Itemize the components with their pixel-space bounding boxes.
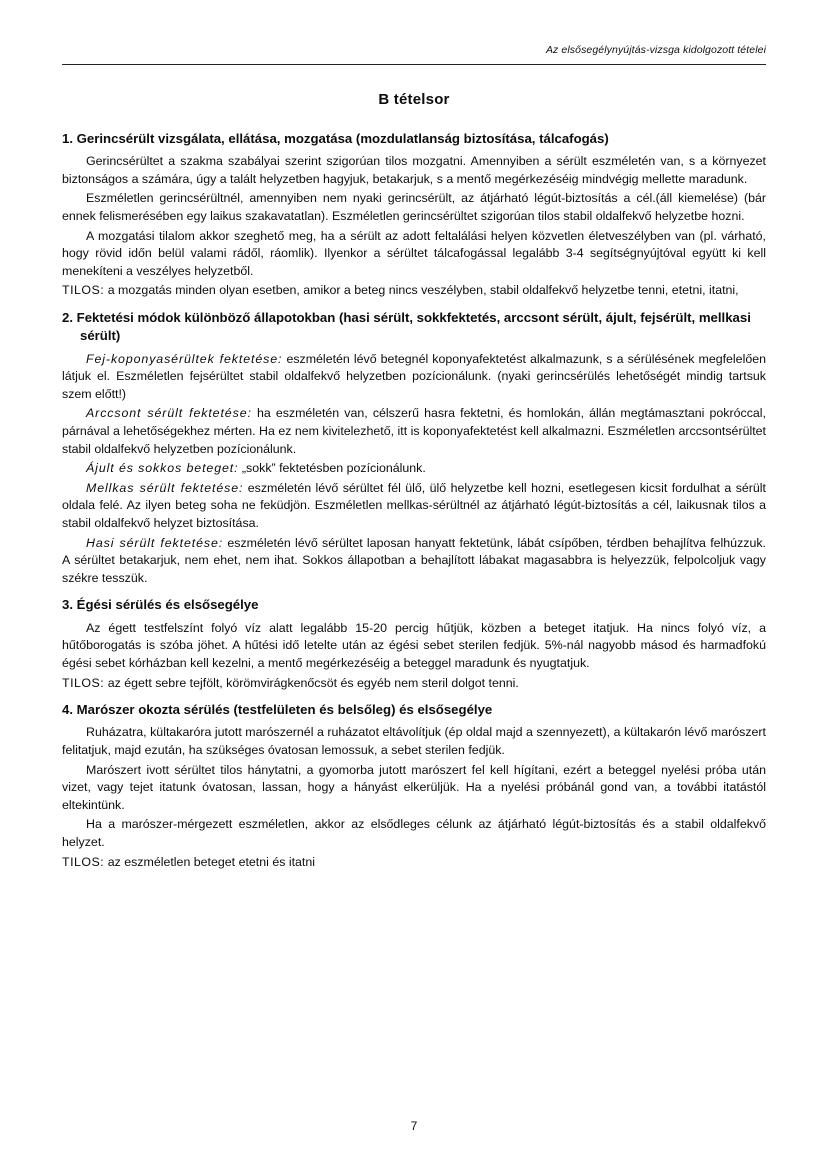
paragraph [62,675,766,693]
section-heading: 2. Fektetési módok különböző állapotokban (hasi sérült, sokkfektetés, arccsont sérült, ájult, fejsérült, mellkasi sérült) [62,310,751,344]
paragraph [62,724,766,759]
section-heading: 3. Égési sérülés és elsősegélye [62,597,259,613]
paragraph [62,480,766,533]
header-divider [62,64,766,65]
paragraph [62,190,766,225]
paragraph-text: Ha a marószer-mérgezett eszméletlen, akkor az elsődleges célunk az átjárható légút-biztosítás és a stabil oldalfekvő helyzet. [62,817,766,849]
paragraph-text: az eszméletlen beteget etetni és itatni [104,854,316,869]
paragraph-text: Eszméletlen gerincsérültnél, amennyiben nem nyaki gerincsérült, az átjárható légút-biztosítás a cél.(áll kiemelése) (bár ennek felismerésében egy laikus szakavatatlan). Eszméletlen gerincsérültet szigorúan tilos stabil oldalfekvő helyzetbe hozni. [62,191,766,224]
prohibition-label: TILOS: [62,854,105,869]
paragraph-text: Ruházatra, kültakaróra jutott marószernél a ruházatot eltávolítjuk (ép oldal majd a szennyezett), a kültakarón lévő marószert felitatjuk, majd ezután, ha szükséges óvatosan lemossuk, a sebet sterilen fedjük. [62,725,766,757]
document-section [62,701,766,871]
paragraph [62,405,766,458]
paragraph-text: eszméletén lévő betegnél koponyafektetést alkalmazunk, s a sérülésének megfelelően látjuk el. Eszméletlen fejsérültet stabil oldalfekvő helyzetben pozícionálunk. (nyaki gerincsérülés lehetőségét mindig tartsuk szem előtt!) [62,351,766,401]
paragraph [62,228,766,281]
paragraph [62,620,766,673]
prohibition-label: TILOS: [62,283,105,298]
paragraph-text: ha eszméletén van, célszerű hasra fektetni, és homlokán, állán megtámasztani pokróccal, párnával a lehetőségekhez mérten. Ha ez nem kivitelezhető, itt is koponyafektetést kell alkalmazni. Eszméletlen arccsontsérültet stabil oldalfekvő helyzetben pozícionálunk. [62,406,766,456]
section-heading: 1. Gerincsérült vizsgálata, ellátása, mozgatása (mozdulatlanság biztosítása, tálcafogás) [62,131,609,146]
running-header: Az elsősegélynyújtás-vizsga kidolgozott tételei [545,44,766,56]
page-title: B tételsor [378,91,450,108]
paragraph-text: eszméletén lévő sérültet laposan hanyatt fektetünk, lábát csípőben, térdben behajlítva felhúzzuk. A sérültet betakarjuk, nem ehet, nem ihat. Sokkos állapotban a behajlított lábakat magasabbra is helyezzük, felpolcoljuk vagy székre tesszük. [62,535,766,585]
paragraph-text: Marószert ivott sérültet tilos hánytatni, a gyomorba jutott marószert fel kell hígítani, ezért a beteggel nyelési próba után vizet, vagy tejet itatunk óvatosan, lassan, hogy a hányást elkerüljük. Ha a nyelési próbánál gond van, a további itatástól eltekintünk. [62,762,766,812]
paragraph [62,535,766,588]
paragraph [62,762,766,815]
paragraph [62,854,766,872]
page-number: 7 [410,1119,418,1133]
paragraph-text: Az égett testfelszínt folyó víz alatt legalább 15-20 percig hűtjük, közben a beteget itatjuk. Ha nincs folyó víz, a hűtőborogatás is szóba jöhet. A hűtési idő letelte után az égési sebet sterilen fedjük. 5%-nál nagyobb másod és harmadfokú égési sebet kórházban kell kezelni, a mentő megérkezéséig a beteggel maradunk és nyugtatjuk. [62,620,766,670]
paragraph-text: Gerincsérültet a szakma szabályai szerint szigorúan tilos mozgatni. Amennyiben a sérült eszméletén van, s a környezet biztonságos a számára, úgy a talált helyzetben hagyjuk, betakarjuk, s a mentő megérkezéséig mindvégig mellette maradunk. [62,154,766,186]
paragraph [62,282,766,300]
document-section [62,130,766,300]
term-label: Ájult és sokkos beteget: [86,461,239,476]
paragraph-text: eszméletén lévő sérültet fél ülő, ülő helyzetbe kell hozni, esetlegesen kicsit fordulhat a sérült oldala felé. Az ilyen beteg soha ne feküdjön. Eszméletlen mellkas-sérültnél az átjárható légút-biztosítás a cél, laikusnak tilos a stabil oldalfekvő helyzet biztosítása. [62,480,766,531]
term-label: Hasi sérült fektetése: [86,535,224,550]
paragraph-text: a mozgatás minden olyan esetben, amikor a beteg nincs veszélyben, stabil oldalfekvő helyzetbe tenni, etetni, itatni, [104,283,739,298]
term-label: Arccsont sérült fektetése: [86,406,252,421]
paragraph-text: az égett sebre tejfölt, körömvirágkenőcsöt és egyéb nem steril dolgot tenni. [104,675,519,690]
paragraph [62,351,766,404]
document-section [62,596,766,692]
document-content [62,130,766,871]
paragraph [62,816,766,851]
section-heading: 4. Marószer okozta sérülés (testfelületen és belsőleg) és elsősegélye [62,702,493,718]
paragraph [62,153,766,188]
document-section [62,309,766,587]
paragraph [62,460,766,478]
prohibition-label: TILOS: [62,675,105,690]
paragraph-text: „sokk” fektetésben pozícionálunk. [238,461,426,476]
paragraph-text: A mozgatási tilalom akkor szeghető meg, ha a sérült az adott feltalálási helyen közvetlen életveszélyben van (pl. várható, hogy rövid időn belül valami rádől, ráomlik). Ilyenkor a sérültet tálcafogással legalább 3-4 segítségnyújtóval együtt ki kell menekíteni a veszélyes helyzetből. [62,228,766,278]
term-label: Fej-koponyasérültek fektetése: [86,351,283,366]
term-label: Mellkas sérült fektetése: [86,480,244,495]
